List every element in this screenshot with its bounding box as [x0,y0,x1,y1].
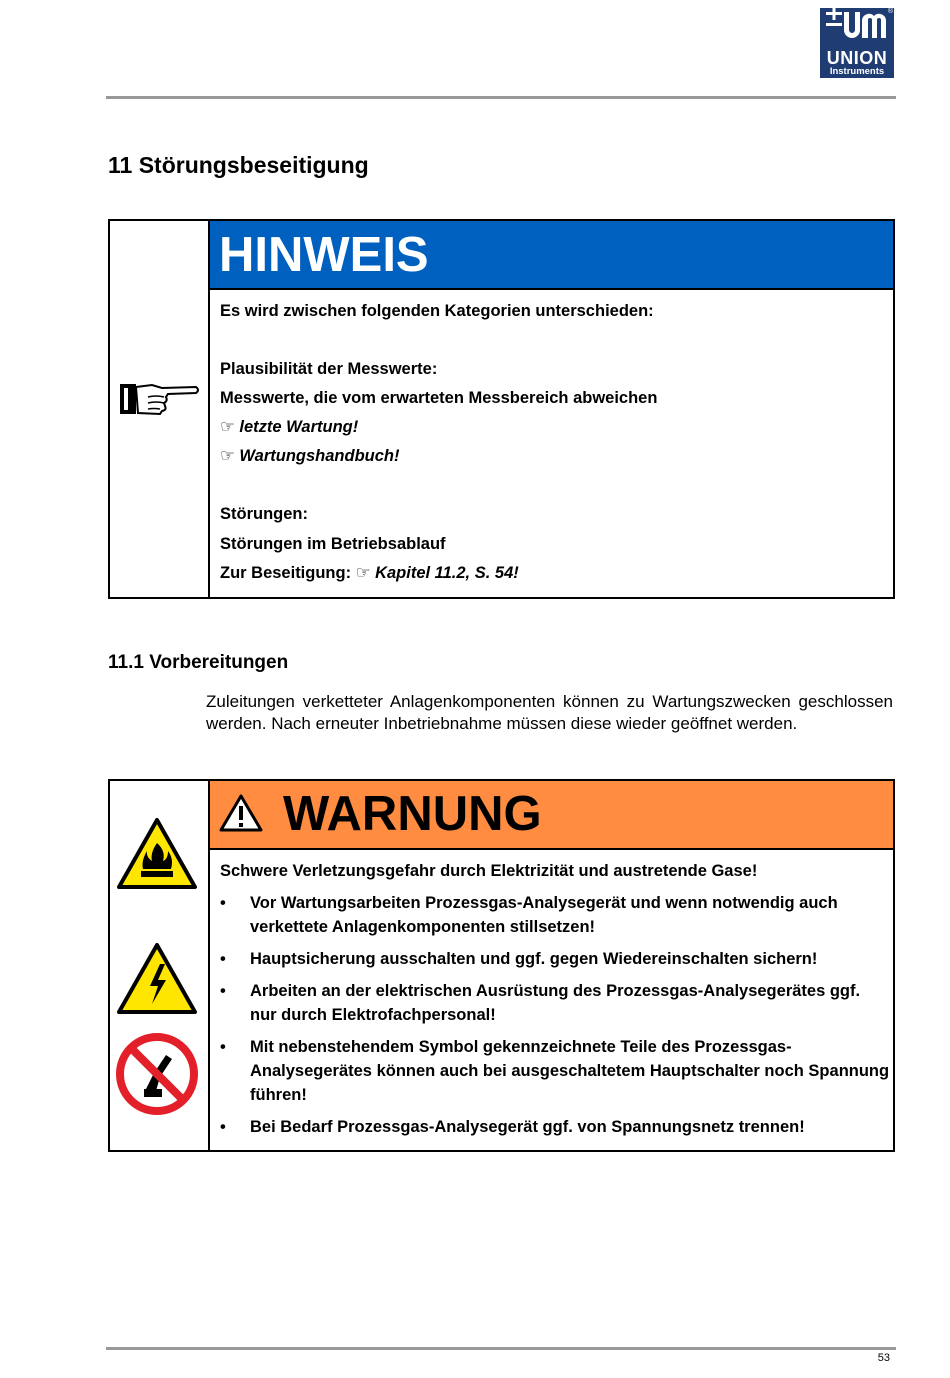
ref-last-maintenance-text: letzte Wartung! [239,418,359,436]
logo-name: UNION [826,48,888,68]
fire-hazard-icon [116,817,198,891]
fault-remedy-line [220,563,519,583]
section-title: 11 Störungsbeseitigung [108,152,369,178]
bullet-dot: • [220,982,226,1000]
do-not-switch-icon [116,1033,198,1115]
union-instruments-logo [820,8,894,78]
footer-rule [106,1347,896,1350]
plausibility-heading: Plausibilität der Messwerte: [220,360,438,378]
header-rule [106,96,896,99]
plausibility-text: Messwerte, die vom erwarteten Messbereich abweichen [220,389,658,407]
warnung-title: WARNUNG [283,787,542,841]
faults-heading: Störungen: [220,505,308,523]
hinweis-box [108,219,895,599]
list-item-text: Hauptsicherung ausschalten und ggf. gegen Wiedereinschalten sichern! [250,950,818,968]
pointing-hand-icon [118,379,200,419]
pointer-icon: ☞ [220,447,235,465]
hinweis-title: HINWEIS [219,228,429,282]
page-number: 53 [877,1352,890,1364]
pointer-icon: ☞ [355,564,371,582]
list-item-text: Vor Wartungsarbeiten Prozessgas-Analysegerät und wenn notwendig auch verkettete Anlagenkomponenten stillsetzen! [250,894,838,936]
bullet-dot: • [220,950,226,968]
hinweis-icon-column [110,221,210,597]
warning-triangle-icon [219,794,263,832]
registered-mark: ® [887,8,893,15]
ref-last-maintenance [220,417,358,437]
subsection-title: 11.1 Vorbereitungen [108,652,289,673]
list-item-text: Bei Bedarf Prozessgas-Analysegerät ggf. von Spannungsnetz trennen! [250,1118,805,1136]
union-logo-mark-icon [822,8,892,48]
list-item-text: Mit nebenstehendem Symbol gekennzeichnete Teile des Prozessgas-Analysegerätes können auch bei ausgeschaltetem Hauptschalter noch Spannung führen! [250,1038,890,1104]
faults-text: Störungen im Betriebsablauf [220,535,446,553]
warnung-icon-column [110,781,210,1150]
logo-subname: Instruments [829,66,885,77]
bullet-dot: • [220,1038,226,1056]
warnung-box [108,779,895,1152]
pointer-icon: ☞ [220,418,235,436]
hinweis-banner [210,221,893,290]
ref-maintenance-manual-text: Wartungshandbuch! [239,447,400,465]
warnung-intro: Schwere Verletzungsgefahr durch Elektrizität und austretende Gase! [220,862,758,880]
electric-hazard-icon [116,942,198,1016]
bullet-dot: • [220,894,226,912]
preparations-paragraph: Zuleitungen verketteter Anlagenkomponenten können zu Wartungszwecken geschlossen werden. Nach erneuter Inbetriebnahme müssen diese wieder geöffnet werden. [206,692,893,733]
fault-remedy-label: Zur Beseitigung: [220,564,352,582]
list-item-text: Arbeiten an der elektrischen Ausrüstung des Prozessgas-Analysegerätes ggf. nur durch Elektrofachpersonal! [250,982,861,1024]
bullet-dot: • [220,1118,226,1136]
warnung-banner [210,781,893,850]
hinweis-intro: Es wird zwischen folgenden Kategorien unterschieden: [220,302,654,320]
ref-maintenance-manual [220,446,400,466]
chapter-reference: Kapitel 11.2, S. 54! [375,564,519,582]
